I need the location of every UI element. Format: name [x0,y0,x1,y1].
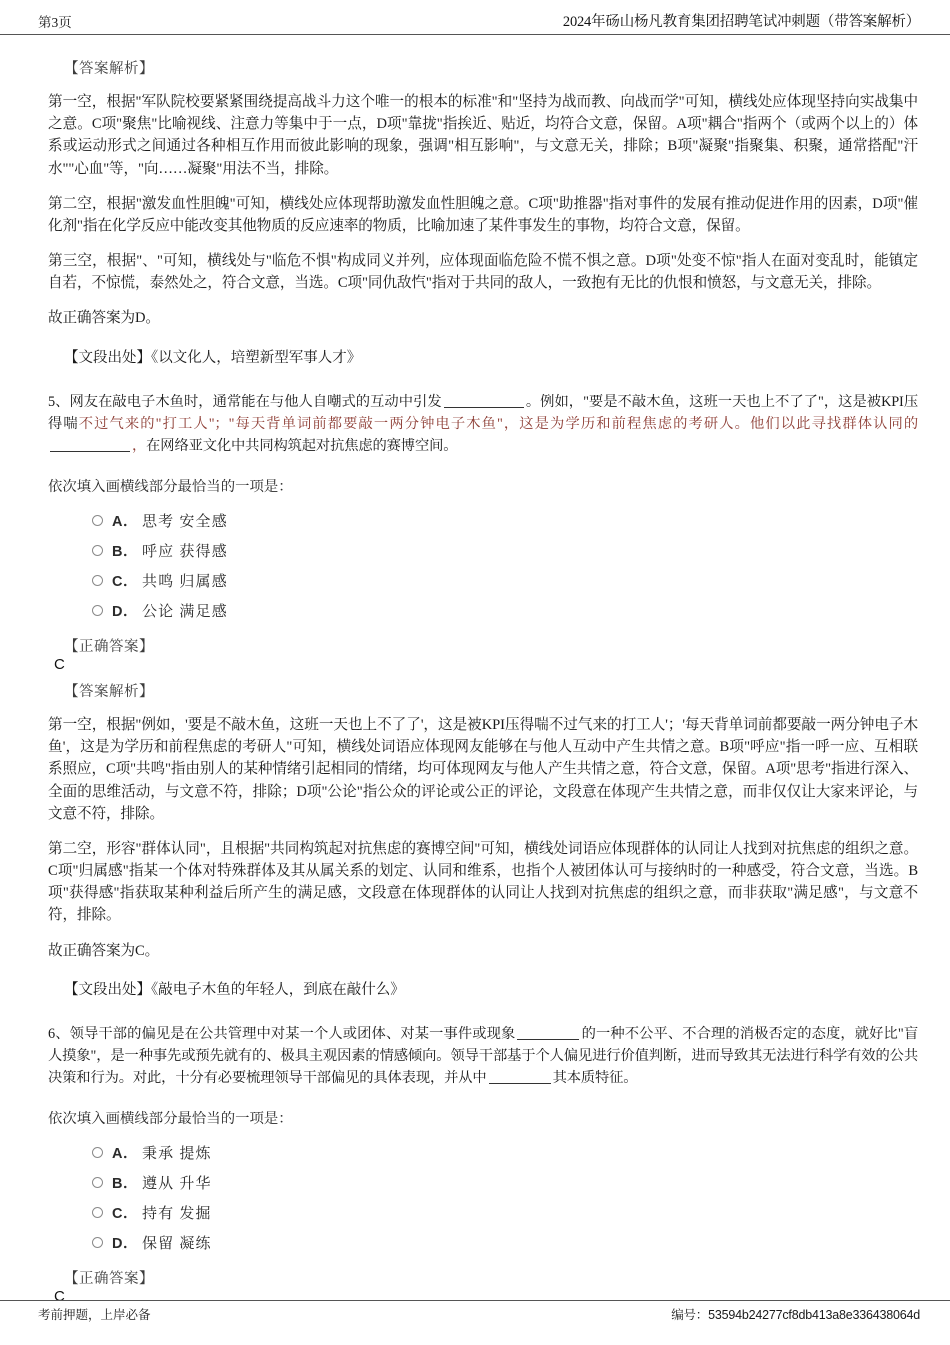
answer-blank[interactable] [50,451,130,452]
radio-button-icon[interactable] [92,515,103,526]
option-a[interactable] [92,1142,918,1163]
option-b[interactable] [92,1172,918,1193]
option-letter: C． [112,1206,138,1223]
source-reference: 【文段出处】《敲电子木鱼的年轻人，到底在敲什么》 [64,981,405,998]
radio-button-icon[interactable] [92,1207,103,1218]
question-6-stem-part-2: 的一种不公平、不合理的消极否定的态度，就好比"盲人摸象"，是一种事先或预先就有的、极具主观因素的情感倾向。领导干部基于个人偏见进行价值判断，进而导致其无法进行科学有效的公共决策和行为。对此，十分有必要梳理领导干部偏见的具体表现，并从中 [48,1025,918,1087]
document-content [0,57,950,1306]
question-6-stem-part-3: 其本质特征。 [552,1070,638,1087]
page-footer [0,1300,950,1323]
option-b[interactable] [92,540,918,561]
option-text: 思考 安全感 [141,514,228,531]
analysis-conclusion: 故正确答案为C。 [48,942,160,959]
option-letter: D． [112,604,138,621]
correct-answer-label: 【正确答案】 [64,1271,154,1288]
footer-document-id [671,1305,920,1323]
question-5-stem-part-2: 。例如，"要是不敲木鱼，这班一天也上不了了"，这是被KPI压得喘 [48,393,918,432]
radio-button-icon[interactable] [92,1147,103,1158]
option-c[interactable] [92,1202,918,1223]
question-6 [48,1023,918,1306]
question-5-answer-block [48,635,918,999]
question-5-stem-part-3: 在网络亚文化中共同构筑起对抗焦虑的赛博空间。 [146,437,458,454]
question-5-options [92,510,918,621]
source-reference: 【文段出处】《以文化人，培塑新型军事人才》 [64,349,362,366]
option-d[interactable] [92,1232,918,1253]
option-letter: A． [112,1146,138,1163]
radio-button-icon[interactable] [92,545,103,556]
option-letter: A． [112,514,138,531]
option-text: 持有 发掘 [141,1206,212,1223]
question-5 [48,391,918,999]
correct-answer-value: C [54,1288,65,1306]
correct-answer-value: C [54,656,65,674]
option-letter: D． [112,1236,138,1253]
question-5-stem-highlight-2: ， [132,437,147,454]
analysis-label: 【答案解析】 [64,61,154,77]
question-5-stem-part-1: 网友在敲电子木鱼时，通常能在与他人自嘲式的互动中引发 [69,393,442,410]
document-title: 2024年砀山杨凡教育集团招聘笔试冲刺题（带答案解析） [562,14,920,30]
question-6-stem [48,1023,918,1089]
page-number-label: 第3页 [38,15,72,30]
question-6-stem-part-1: 领导干部的偏见是在公共管理中对某一个人或团体、对某一事件或现象 [69,1025,516,1042]
question-5-number: 5、 [48,393,70,410]
answer-blank[interactable] [444,407,524,408]
question-5-stem [48,391,918,457]
question-6-options [92,1142,918,1253]
question-5-prompt: 依次填入画横线部分最恰当的一项是： [48,479,293,496]
option-letter: C． [112,574,138,591]
analysis-paragraph-2: 第二空，根据"激发血性胆魄"可知，横线处应体现帮助激发血性胆魄之意。C项"助推器"指对事件的发展有推动促进作用的因素，D项"催化剂"指在化学反应中能改变其他物质的反应速率的物质，比喻加速了某件事发生的事物，均符合文意，保留。 [48,195,918,234]
analysis-paragraph-1: 第一空，根据"例如，'要是不敲木鱼，这班一天也上不了了'，这是被KPI压得喘不过气来的打工人'；'每天背单词前都要敲一两分钟电子木鱼'，这是为学历和前程焦虑的考研人"可知，横线处词语应体现网友能够在与他人互动中产生共情之意。B项"呼应"指一呼一应、互相联系照应，C项"共鸣"指由别人的某种情绪引起相同的情绪，均可体现网友与他人产生共情之意，符合文意，保留。A项"思考"指进行深入、全面的思维活动，与文意不符，排除；D项"公论"指公众的评论或公正的评论，文段意在体现产生共情之意，而非仅仅让大家来评论，与文意不符，排除。 [48,717,918,822]
option-d[interactable] [92,600,918,621]
radio-button-icon[interactable] [92,1177,103,1188]
footer-slogan: 考前押题，上岸必备 [38,1308,151,1322]
correct-answer-label: 【正确答案】 [64,639,154,656]
footer-id-value: 53594b24277cf8db413a8e336438064d [708,1308,920,1322]
question-6-number: 6、 [48,1025,70,1042]
footer-id-label: 编号： [671,1308,709,1322]
option-text: 遵从 升华 [141,1176,212,1193]
option-text: 呼应 获得感 [141,544,228,561]
option-text: 公论 满足感 [141,604,228,621]
option-c[interactable] [92,570,918,591]
page-header [0,0,950,35]
option-letter: B． [112,544,138,561]
analysis-conclusion: 故正确答案为D。 [48,310,160,327]
option-text: 共鸣 归属感 [141,574,228,591]
question-5-stem-highlight-1: 不过气来的"打工人"；"每天背单词前都要敲一两分钟电子木鱼"，这是为学历和前程焦虑的考研人。他们以此寻找群体认同的 [78,415,918,432]
analysis-paragraph-2: 第二空，形容"群体认同"，且根据"共同构筑起对抗焦虑的赛博空间"可知，横线处词语应体现群体的认同让人找到对抗焦虑的组织之意。C项"归属感"指某一个体对特殊群体及其从属关系的划定、认同和维系，也指个人被团体认可与接纳时的一种感受，符合文意，当选。B项"获得感"指获取某种利益后所产生的满足感，文段意在体现群体的认同让人找到对抗焦虑的组织之意，而非获取"满足感"，与文意不符，排除。 [48,840,918,924]
option-a[interactable] [92,510,918,531]
option-text: 保留 凝练 [141,1236,212,1253]
analysis-label: 【答案解析】 [64,684,154,701]
answer-blank[interactable] [489,1083,551,1084]
analysis-paragraph-3: 第三空，根据"、"可知，横线处与"临危不惧"构成同义并列，应体现面临危险不慌不惧之意。D项"处变不惊"指人在面对变乱时，能镇定自若，不惊慌，泰然处之，符合文意，当选。C项"同仇敌忾"指对于共同的敌人，一致抱有无比的仇恨和愤怒，与文意无关，排除。 [48,253,918,292]
question-4-analysis-block [48,57,918,367]
option-text: 秉承 提炼 [141,1146,212,1163]
radio-button-icon[interactable] [92,575,103,586]
answer-blank[interactable] [517,1039,579,1040]
radio-button-icon[interactable] [92,605,103,616]
analysis-paragraph-1: 第一空，根据"军队院校要紧紧围绕提高战斗力这个唯一的根本的标准"和"坚持为战而教、向战而学"可知，横线处应体现坚持向实战集中之意。C项"聚焦"比喻视线、注意力等集中于一点，D项"靠拢"指挨近、贴近，均符合文意，保留。A项"耦合"指两个（或两个以上的）体系或运动形式之间通过各种相互作用而彼此影响的现象，强调"相互影响"，与文意无关，排除；B项"凝聚"指聚集、积聚，通常搭配"汗水""心血"等，"向……凝聚"用法不当，排除。 [48,94,918,177]
option-letter: B． [112,1176,138,1193]
radio-button-icon[interactable] [92,1237,103,1248]
question-6-prompt: 依次填入画横线部分最恰当的一项是： [48,1111,293,1128]
